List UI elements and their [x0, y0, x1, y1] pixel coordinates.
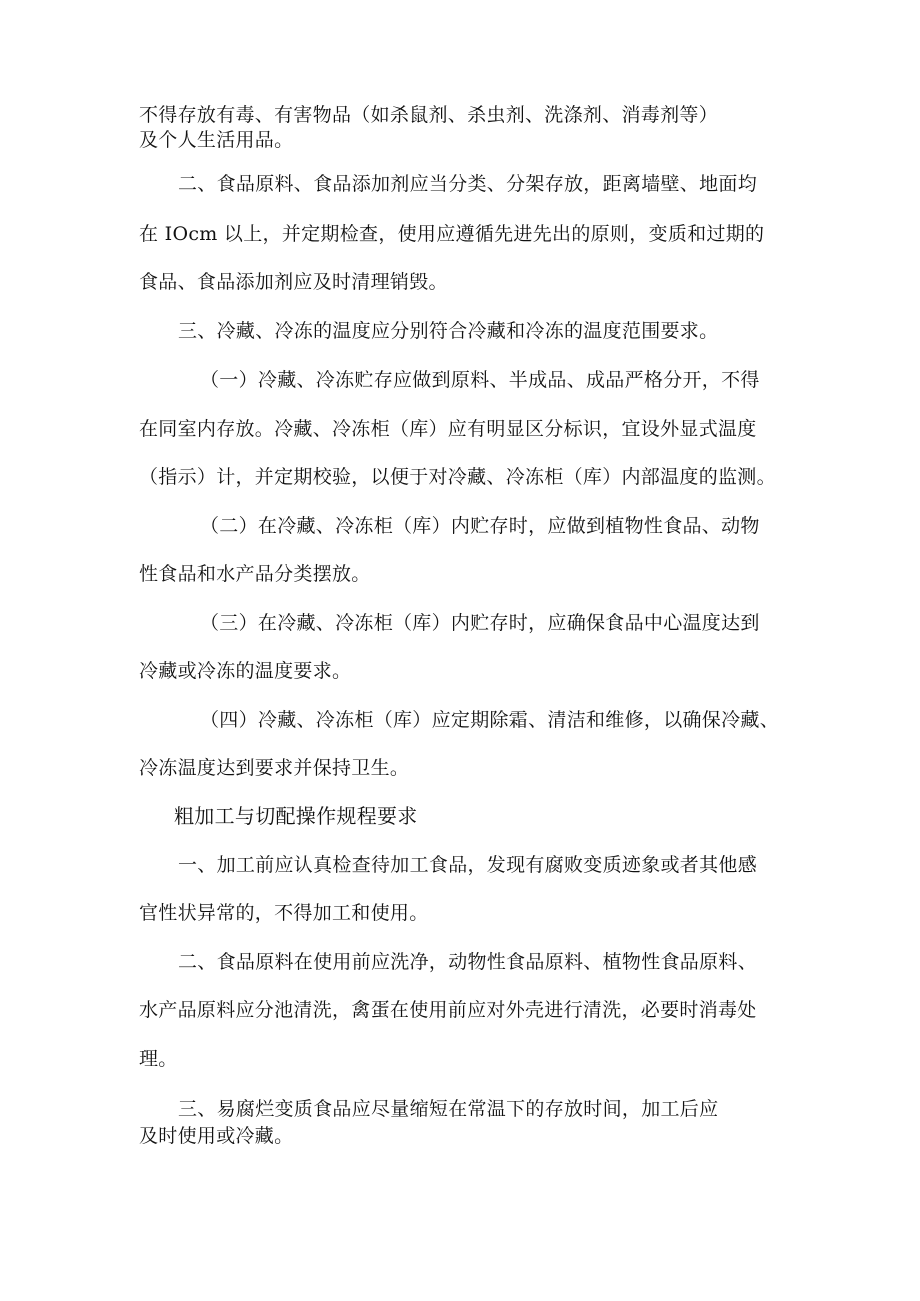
text-line: 水产品原料应分池清洗，禽蛋在使用前应对外壳进行清洗，必要时消毒处: [139, 999, 757, 1021]
text-line: （三）在冷藏、冷冻柜（库）内贮存时，应确保食品中心温度达到: [200, 612, 760, 634]
text-line: 性食品和水产品分类摆放。: [139, 563, 371, 585]
text-line: 不得存放有毒、有害物品（如杀鼠剂、杀虫剂、洗涤剂、消毒剂等）: [139, 104, 719, 126]
text-line: 三、冷藏、冷冻的温度应分别符合冷藏和冷冻的温度范围要求。: [178, 320, 719, 342]
text-line: 冷藏或冷冻的温度要求。: [139, 660, 352, 682]
text-line: 二、食品原料、食品添加剂应当分类、分架存放，距离墙壁、地面均: [178, 173, 758, 195]
text-line: 及时使用或冷藏。: [139, 1125, 294, 1147]
text-line: 冷冻温度达到要求并保持卫生。: [139, 757, 410, 779]
text-line: （四）冷藏、冷冻柜（库）应定期除霜、清洁和维修，以确保冷藏、: [200, 709, 780, 731]
text-line: 及个人生活用品。: [139, 129, 294, 151]
text-line: 一、加工前应认真检查待加工食品，发现有腐败变质迹象或者其他感: [178, 854, 758, 876]
text-line: 在同室内存放。冷藏、冷冻柜（库）应有明显区分标识，宜设外显式温度: [139, 418, 757, 440]
section-heading: 粗加工与切配操作规程要求: [174, 804, 418, 828]
text-line: 官性状异常的，不得加工和使用。: [139, 902, 429, 924]
text-line: （二）在冷藏、冷冻柜（库）内贮存时，应做到植物性食品、动物: [200, 515, 760, 537]
text-line: （指示）计，并定期校验，以便于对冷藏、冷冻柜（库）内部温度的监测。: [139, 466, 776, 488]
text-line: 二、食品原料在使用前应洗净，动物性食品原料、植物性食品原料、: [178, 951, 758, 973]
text-line: （一）冷藏、冷冻贮存应做到原料、半成品、成品严格分开，不得: [200, 369, 760, 391]
text-line: 在 IOcm 以上，并定期检查，使用应遵循先进先出的原则，变质和过期的: [139, 223, 765, 245]
text-line: 理。: [139, 1048, 178, 1070]
text-line: 食品、食品添加剂应及时清理销毁。: [139, 271, 448, 293]
text-line: 三、易腐烂变质食品应尽量缩短在常温下的存放时间，加工后应: [178, 1098, 719, 1120]
